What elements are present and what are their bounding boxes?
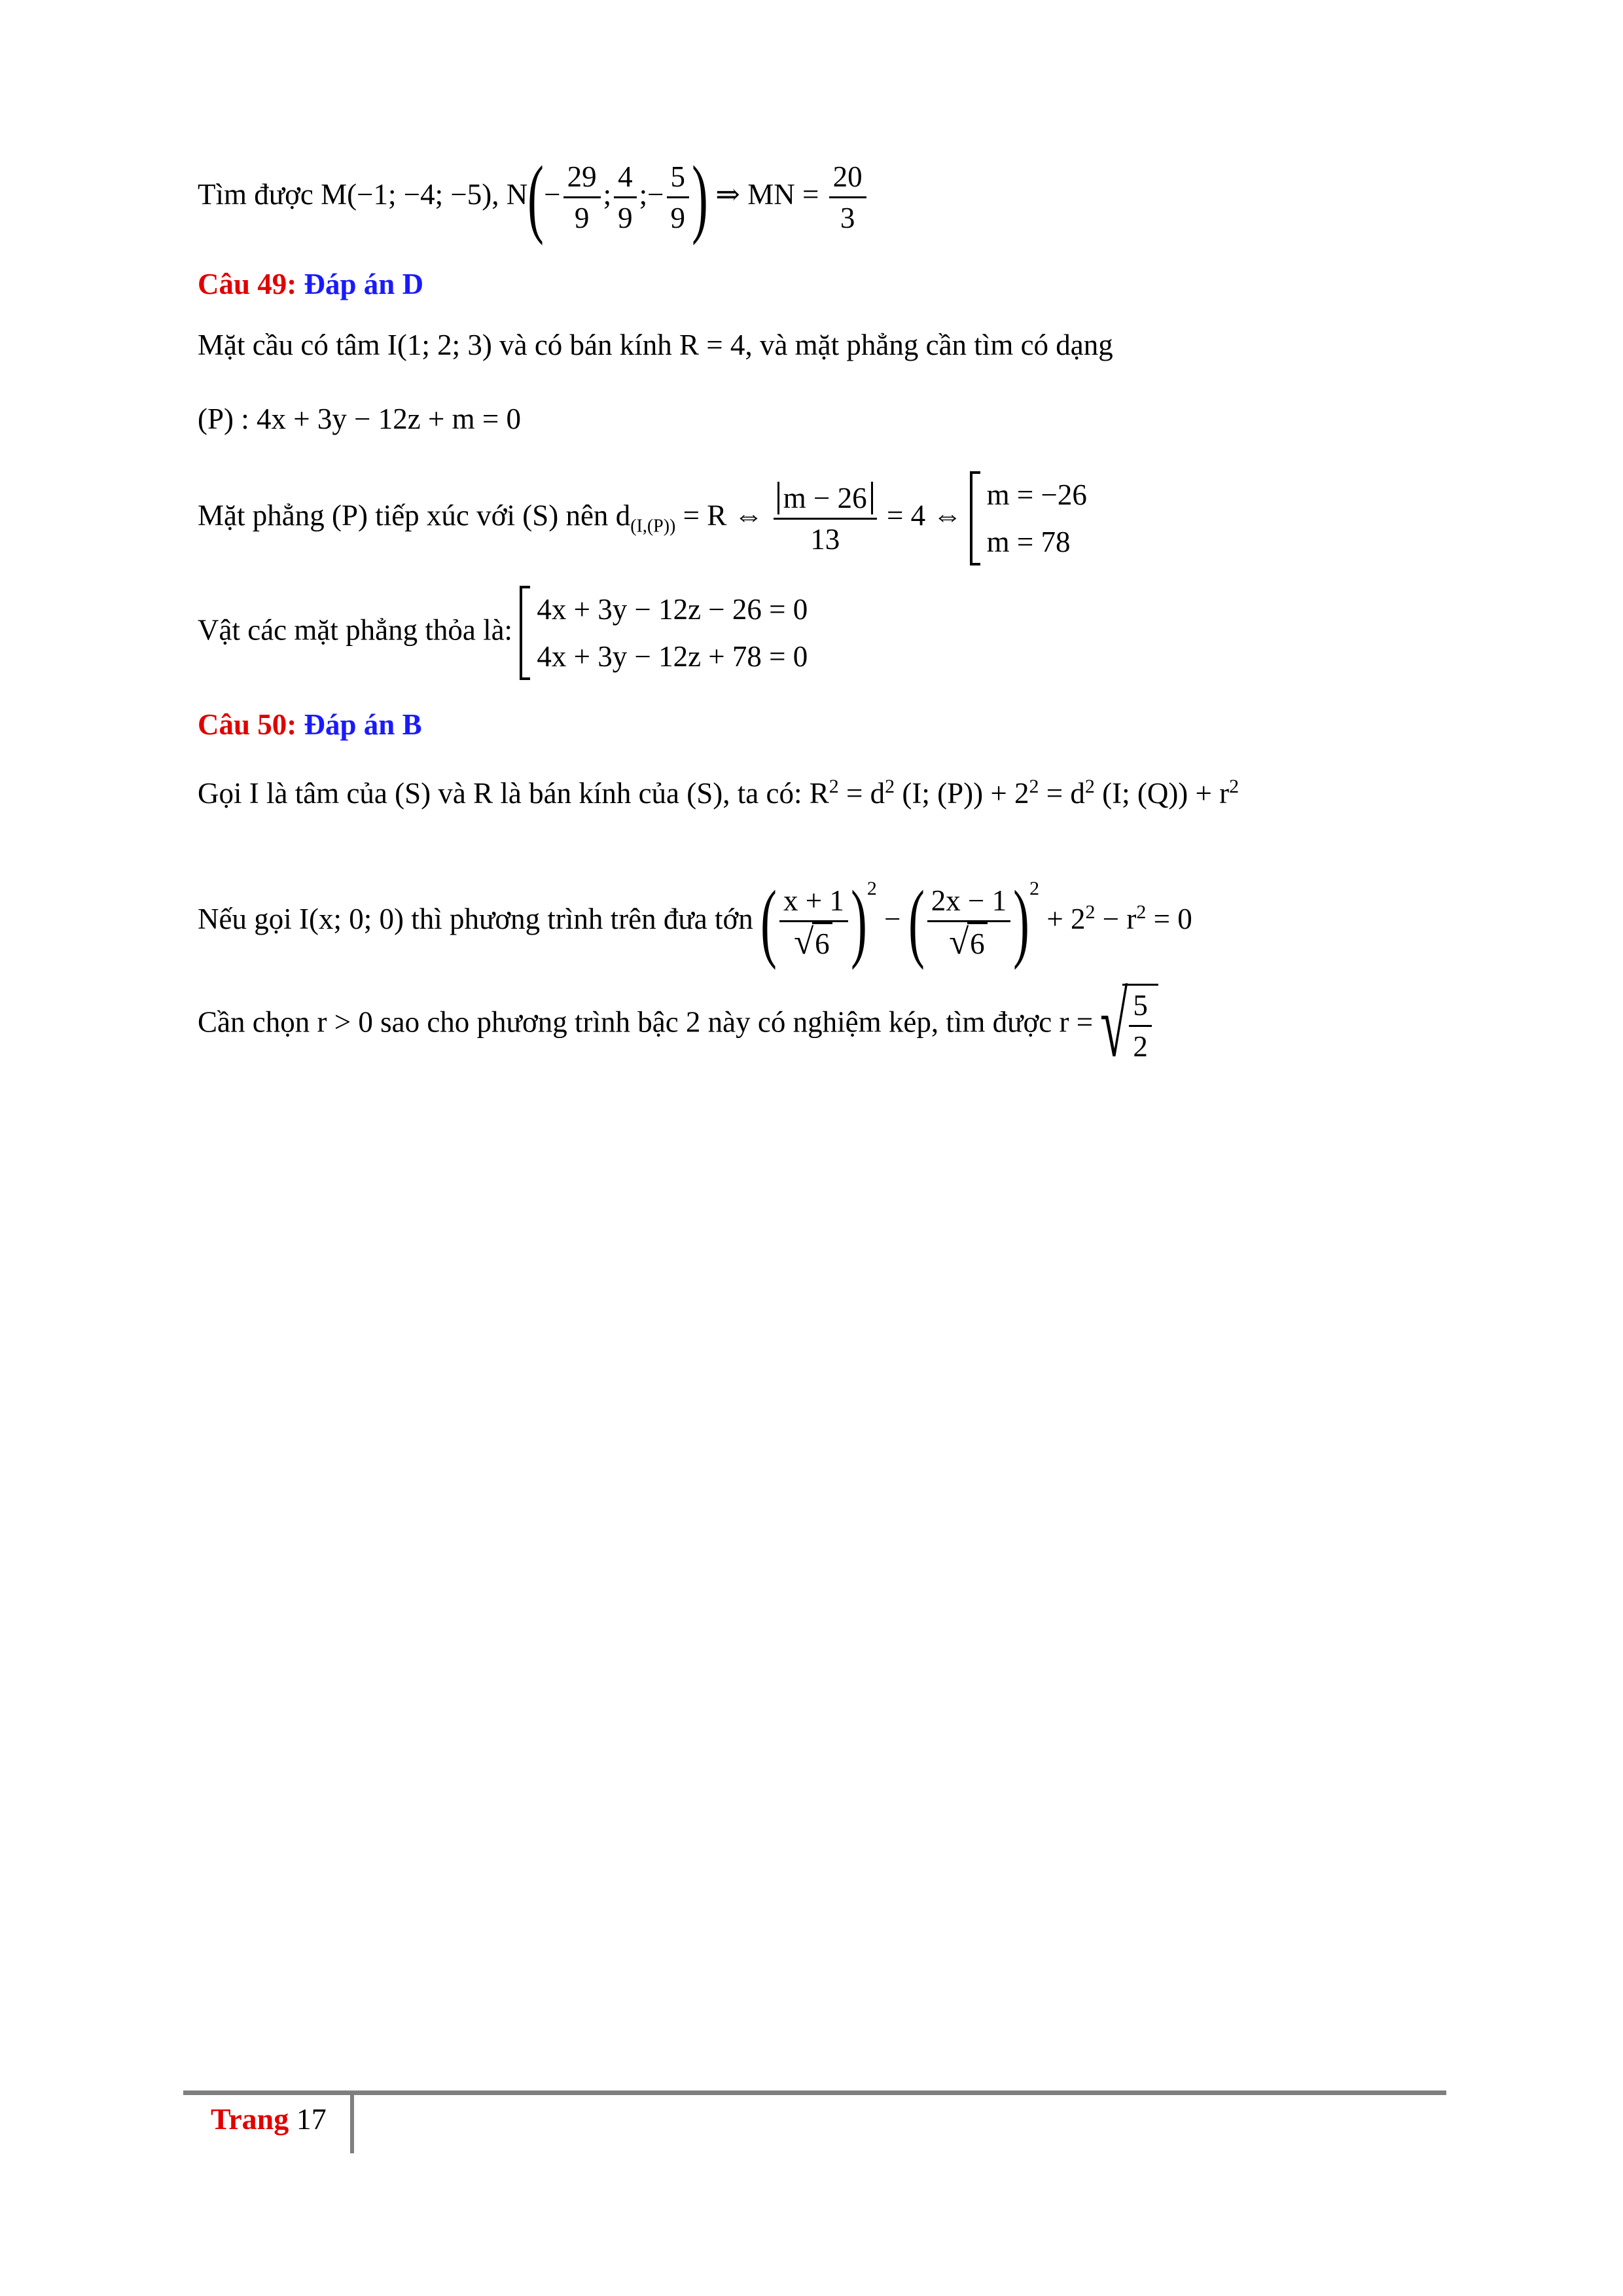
q49-planes-result: Vật các mặt phẳng thỏa là: 4x + 3y − 12z − 26 = 0 4x + 3y − 12z + 78 = 0 [198,586,808,680]
question-49-heading [198,264,423,304]
question-number: Câu 50: [198,708,297,741]
paren-open: ( [527,149,544,246]
math-points: M(−1; −4; −5), N [321,177,528,211]
q49-plane-form: (P) : 4x + 3y − 12z + m = 0 [198,403,521,435]
fraction: $\frac{m - 26}{13}$ [774,478,877,559]
question-50-heading [198,705,422,744]
answer-label: Đáp án D [304,268,424,300]
q49-tangent-condition: Mặt phẳng (P) tiếp xúc với (S) nên $d_{(I,(P))} = R$ ⇔ $\frac{m - 26}{13}$ = 4 ⇔ m = −26 m = 78 [198,471,1087,565]
fraction: $\frac{4}{9}$ [614,157,637,238]
page-footer [211,2100,327,2139]
q50-equation: Nếu gọi I(x; 0; 0) thì phương trình trên đưa tớn ( x + 1 √ 6 )$^2$ − ( 2x − 1 √ 6 )$^2 + 2^2 - r^2 = 0$ [198,869,1192,966]
fraction: $\frac{5}{2}$ [1129,986,1152,1066]
fraction: $\frac{29}{9}$ [563,157,601,238]
q49-line-sphere: Mặt cầu có tâm I(1; 2; 3) và có bán kính R = 4, và mặt phẳng cần tìm có dạng [198,329,1113,361]
math-implies: ⇒ MN = [715,177,819,211]
planes-bracket: 4x + 3y − 12z − 26 = 0 4x + 3y − 12z + 78 = 0 [520,586,808,680]
paren-close: ) [692,149,708,246]
footer-rule [183,2090,1446,2095]
result-mn-line: Tìm được M(−1; −4; −5), N(− $\frac{29}{9}$ ; $\frac{4}{9}$ ;− $\frac{5}{9}$ ) ⇒ MN = $\frac{20}{3}$ [198,153,869,242]
solution-bracket: m = −26 m = 78 [970,471,1087,565]
fraction: 2x − 1 √ 6 [927,881,1010,963]
footer-separator [350,2094,354,2153]
fraction: $\frac{20}{3}$ [829,157,866,238]
fraction: $\frac{5}{9}$ [667,157,690,238]
fraction: x + 1 √ 6 [779,881,848,963]
page-number: 17 [296,2102,327,2136]
page-label: Trang [211,2102,289,2136]
answer-label: Đáp án B [304,708,422,741]
q50-conclusion: Cần chọn r > 0 sao cho phương trình bậc 2 này có nghiệm kép, tìm được r = √ $\frac{5}{2}$ [198,984,1158,1066]
square-root: √ $\frac{5}{2}$ [1100,984,1158,1066]
text: Tìm được [198,177,313,211]
q50-relation: Gọi I là tâm của (S) và R là bán kính của (S), ta có: $R^2 = d^2$ (I; $(P)) + 2^2 = d^2$ (I; $(Q)) + r^2$ [198,776,1240,810]
question-number: Câu 49: [198,268,297,300]
